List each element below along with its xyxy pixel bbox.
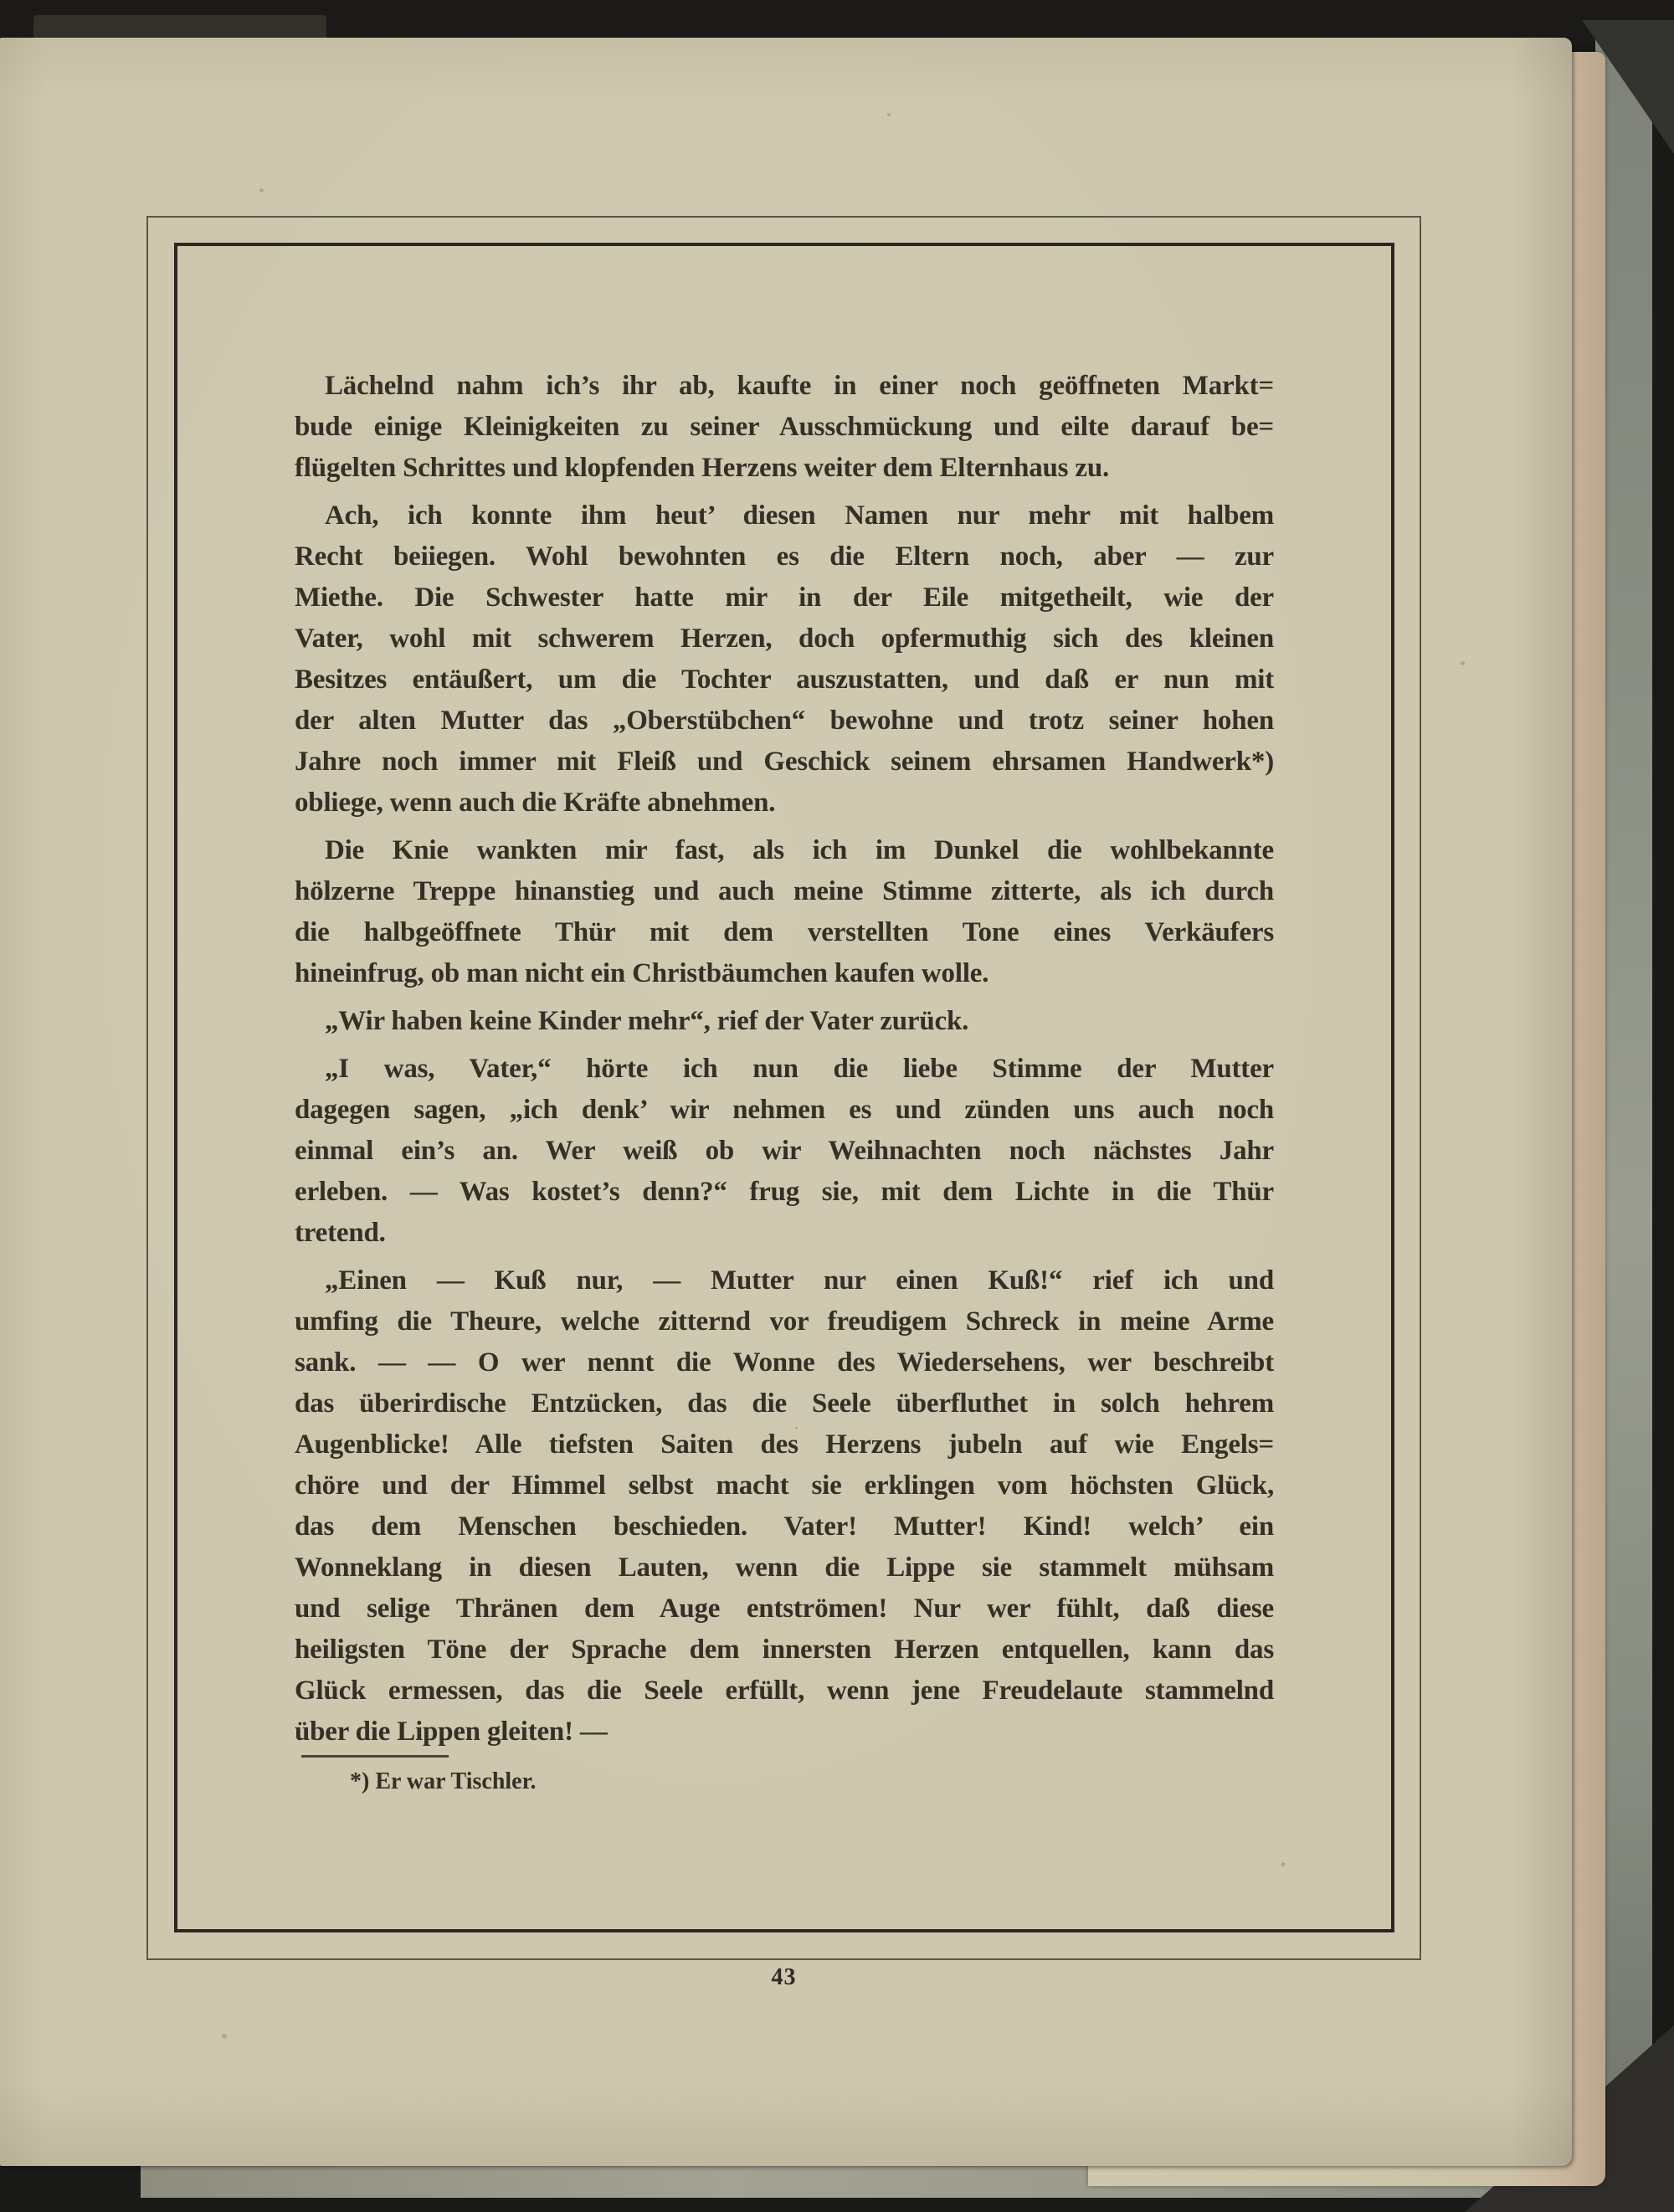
text-line: hineinfrug, ob man nicht ein Christbäumchen kaufen wolle.	[295, 958, 989, 988]
text-line: flügelten Schrittes und klopfenden Herzens weiter dem Elternhaus zu.	[295, 453, 1110, 483]
text-line: Die Knie wankten mir fast, als ich im Dunkel die wohlbekannte	[325, 835, 1274, 865]
paragraph	[295, 495, 1274, 824]
footnote-text: *) Er war Tischler.	[350, 1768, 537, 1794]
paper-speck	[259, 188, 264, 192]
paragraph	[295, 1049, 1274, 1254]
text-line: sank. — — O wer nennt die Wonne des Wiedersehens, wer beschreibt	[295, 1347, 1274, 1378]
text-line: Ach, ich konnte ihm heut’ diesen Namen nur mehr mit halbem	[325, 500, 1274, 531]
text-line: obliege, wenn auch die Kräfte abnehmen.	[295, 788, 776, 818]
text-line: „Wir haben keine Kinder mehr“, rief der Vater zurück.	[325, 1006, 969, 1036]
text-line: „I was, Vater,“ hörte ich nun die liebe Stimme der Mutter	[325, 1054, 1274, 1084]
text-line: Recht beiiegen. Wohl bewohnten es die Eltern noch, aber — zur	[295, 541, 1274, 572]
paper-speck	[1461, 661, 1465, 665]
paper-speck	[887, 113, 891, 116]
text-line: Besitzes entäußert, um die Tochter auszustatten, und daß er nun mit	[295, 665, 1274, 695]
text-line: das überirdische Entzücken, das die Seele überfluthet in solch hehrem	[295, 1388, 1274, 1419]
text-line: umfing die Theure, welche zitternd vor freudigem Schreck in meine Arme	[295, 1306, 1274, 1337]
text-block	[295, 366, 1274, 1759]
text-line: erleben. — Was kostet’s denn?“ frug sie, mit dem Lichte in die Thür	[295, 1177, 1274, 1207]
text-line: tretend.	[295, 1218, 386, 1248]
text-line: Jahre noch immer mit Fleiß und Geschick seinem ehrsamen Handwerk*)	[295, 747, 1274, 777]
text-line: einmal ein’s an. Wer weiß ob wir Weihnachten noch nächstes Jahr	[295, 1136, 1274, 1166]
paragraph	[295, 830, 1274, 994]
text-line: das dem Menschen beschieden. Vater! Mutter! Kind! welch’ ein	[295, 1511, 1274, 1542]
text-line: Augenblicke! Alle tiefsten Saiten des Herzens jubeln auf wie Engels=	[295, 1429, 1274, 1460]
paragraph	[295, 366, 1274, 489]
paragraph	[295, 1001, 1274, 1042]
book-page	[0, 38, 1572, 2166]
text-line: Lächelnd nahm ich’s ihr ab, kaufte in einer noch geöffneten Markt=	[325, 371, 1274, 401]
text-line: Vater, wohl mit schwerem Herzen, doch opfermuthig sich des kleinen	[295, 624, 1274, 654]
text-line: der alten Mutter das „Oberstübchen“ bewohne und trotz seiner hohen	[295, 706, 1274, 736]
page-number: 43	[771, 1964, 797, 1990]
text-line: bude einige Kleinigkeiten zu seiner Ausschmückung und eilte darauf be=	[295, 412, 1274, 442]
text-line: hölzerne Treppe hinanstieg und auch meine Stimme zitterte, als ich durch	[295, 876, 1274, 906]
text-line: über die Lippen gleiten! —	[295, 1717, 608, 1747]
text-line: und selige Thränen dem Auge entströmen! Nur wer fühlt, daß diese	[295, 1594, 1274, 1624]
text-line: Glück ermessen, das die Seele erfüllt, wenn jene Freudelaute stammelnd	[295, 1676, 1274, 1706]
text-line: Wonneklang in diesen Lauten, wenn die Lippe sie stammelt mühsam	[295, 1553, 1274, 1583]
paper-speck	[222, 2034, 227, 2039]
text-line: heiligsten Töne der Sprache dem innersten Herzen entquellen, kann das	[295, 1635, 1274, 1665]
text-line: Miethe. Die Schwester hatte mir in der Eile mitgetheilt, wie der	[295, 583, 1274, 613]
footnote-separator-rule	[301, 1755, 449, 1758]
paragraph	[295, 1260, 1274, 1753]
text-line: die halbgeöffnete Thür mit dem verstellten Tone eines Verkäufers	[295, 917, 1274, 947]
text-line: dagegen sagen, „ich denk’ wir nehmen es und zünden uns auch noch	[295, 1095, 1274, 1125]
text-line: chöre und der Himmel selbst macht sie erklingen vom höchsten Glück,	[295, 1470, 1274, 1501]
text-line: „Einen — Kuß nur, — Mutter nur einen Kuß!“ rief ich und	[325, 1265, 1274, 1296]
